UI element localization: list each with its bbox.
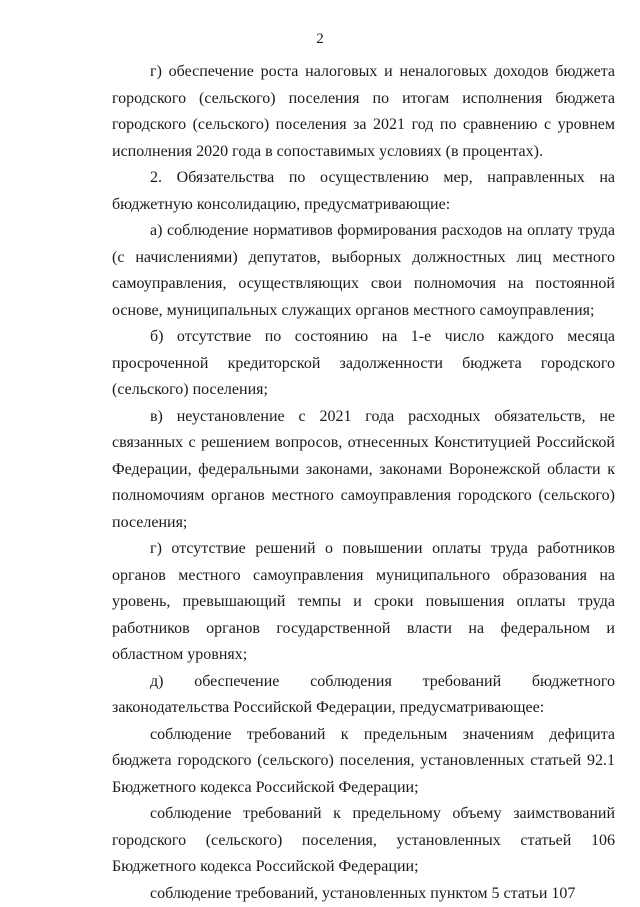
- paragraph-article-107-requirements: соблюдение требований, установленных пунктом 5 статьи 107: [112, 881, 615, 907]
- document-body: [112, 59, 615, 907]
- page-number: 2: [0, 30, 640, 48]
- paragraph-borrowing-limits: соблюдение требований к предельному объему заимствований городского (сельского) поселения, установленных статьей 106 Бюджетного кодекса Российской Федерации;: [112, 801, 615, 881]
- paragraph-2g-no-wage-increase: г) отсутствие решений о повышении оплаты труда работников органов местного самоуправления муниципального образования на уровень, превышающий темпы и сроки повышения оплаты труда работников органов государственной власти на федеральном и областном уровнях;: [112, 536, 615, 669]
- paragraph-2b-no-overdue-debt: б) отсутствие по состоянию на 1-е число каждого месяца просроченной кредиторской задолженности бюджета городского (сельского) поселения;: [112, 324, 615, 404]
- paragraph-2v-no-new-obligations: в) неустановление с 2021 года расходных обязательств, не связанных с решением вопросов, отнесенных Конституцией Российской Федерации, федеральными законами, законами Воронежской области к полномочиям органов местного самоуправления городского (сельского) поселения;: [112, 404, 615, 537]
- paragraph-2d-budget-law-compliance: д) обеспечение соблюдения требований бюджетного законодательства Российской Федерации, предусматривающее:: [112, 669, 615, 722]
- paragraph-1g-tax-revenue-growth: г) обеспечение роста налоговых и неналоговых доходов бюджета городского (сельского) поселения по итогам исполнения бюджета городского (сельского) поселения за 2021 год по сравнению с уровнем исполнения 2020 года в сопоставимых условиях (в процентах).: [112, 59, 615, 165]
- paragraph-2-budget-consolidation: 2. Обязательства по осуществлению мер, направленных на бюджетную консолидацию, предусматривающие:: [112, 165, 615, 218]
- paragraph-deficit-limits: соблюдение требований к предельным значениям дефицита бюджета городского (сельского) поселения, установленных статьей 92.1 Бюджетного кодекса Российской Федерации;: [112, 722, 615, 802]
- paragraph-2a-wage-norms: а) соблюдение нормативов формирования расходов на оплату труда (с начислениями) депутатов, выборных должностных лиц местного самоуправления, осуществляющих свои полномочия на постоянной основе, муниципальных служащих органов местного самоуправления;: [112, 218, 615, 324]
